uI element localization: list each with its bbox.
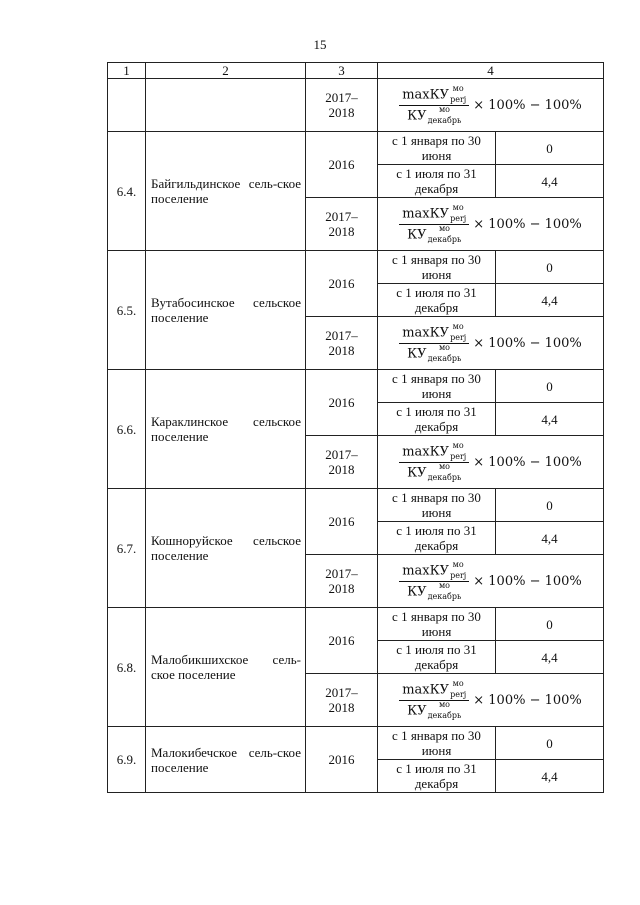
value-cell: 4,4 (496, 760, 604, 793)
formula-tail: × 100% − 100% (473, 335, 582, 351)
year-cell: 2016 (306, 727, 378, 793)
formula-denominator: КУ мо декабрь (407, 342, 462, 363)
formula-fraction (399, 202, 469, 244)
year-cell: 2017– 2018 (306, 674, 378, 727)
value-cell: 4,4 (496, 165, 604, 198)
formula-denominator: КУ мо декабрь (407, 580, 462, 601)
header-col-2: 2 (146, 63, 306, 79)
row-number: 6.8. (108, 608, 146, 727)
year-cell: 2017– 2018 (306, 79, 378, 132)
value-cell: 4,4 (496, 403, 604, 436)
settlement-name: Байгильдинское сель-ское поселение (146, 132, 306, 251)
section-row (108, 132, 604, 165)
growth-formula (399, 559, 582, 601)
period-cell: с 1 января по 30 июня (378, 370, 496, 403)
formula-tail: × 100% − 100% (473, 692, 582, 708)
header-col-3: 3 (306, 63, 378, 79)
formula-cell (378, 436, 604, 489)
year-cell: 2016 (306, 370, 378, 436)
formula-fraction (399, 83, 469, 125)
section-row (108, 608, 604, 641)
formula-denominator: КУ мо декабрь (407, 223, 462, 244)
formula-tail: × 100% − 100% (473, 454, 582, 470)
row-number: 6.9. (108, 727, 146, 793)
formula-fraction (399, 559, 469, 601)
period-cell: с 1 июля по 31 декабря (378, 641, 496, 674)
period-cell: с 1 июля по 31 декабря (378, 522, 496, 555)
section-row (108, 727, 604, 760)
period-cell: с 1 января по 30 июня (378, 132, 496, 165)
formula-tail: × 100% − 100% (473, 97, 582, 113)
formula-tail: × 100% − 100% (473, 573, 582, 589)
period-cell: с 1 июля по 31 декабря (378, 284, 496, 317)
year-cell: 2017– 2018 (306, 198, 378, 251)
formula-numerator: maxКУ мо perj (399, 563, 469, 582)
period-cell: с 1 января по 30 июня (378, 251, 496, 284)
value-cell: 0 (496, 132, 604, 165)
row-number: 6.4. (108, 132, 146, 251)
year-cell: 2016 (306, 489, 378, 555)
growth-formula (399, 440, 582, 482)
row-number: 6.6. (108, 370, 146, 489)
formula-cell (378, 198, 604, 251)
year-cell: 2017– 2018 (306, 555, 378, 608)
value-cell: 4,4 (496, 522, 604, 555)
growth-formula (399, 83, 582, 125)
section-row (108, 370, 604, 403)
year-cell: 2017– 2018 (306, 436, 378, 489)
year-cell: 2016 (306, 132, 378, 198)
row-number: 6.5. (108, 251, 146, 370)
growth-formula (399, 321, 582, 363)
settlement-name (146, 79, 306, 132)
formula-cell (378, 674, 604, 727)
formula-fraction (399, 321, 469, 363)
year-cell: 2016 (306, 251, 378, 317)
settlement-name: Вутабосинское сельское поселение (146, 251, 306, 370)
value-cell: 4,4 (496, 641, 604, 674)
tariff-table (107, 62, 604, 793)
formula-fraction (399, 440, 469, 482)
period-cell: с 1 июля по 31 декабря (378, 165, 496, 198)
settlement-name: Малобикшихское сель-ское поселение (146, 608, 306, 727)
formula-cell (378, 79, 604, 132)
year-cell: 2017– 2018 (306, 317, 378, 370)
value-cell: 0 (496, 489, 604, 522)
value-cell: 0 (496, 608, 604, 641)
growth-formula (399, 202, 582, 244)
value-cell: 0 (496, 727, 604, 760)
formula-denominator: КУ мо декабрь (407, 461, 462, 482)
formula-numerator: maxКУ мо perj (399, 444, 469, 463)
row-number (108, 79, 146, 132)
header-row (108, 63, 604, 79)
formula-cell (378, 317, 604, 370)
year-cell: 2016 (306, 608, 378, 674)
period-cell: с 1 января по 30 июня (378, 489, 496, 522)
settlement-name: Караклинское сельское поселение (146, 370, 306, 489)
settlement-name: Кошноруйское сельское поселение (146, 489, 306, 608)
header-col-4: 4 (378, 63, 604, 79)
value-cell: 4,4 (496, 284, 604, 317)
period-cell: с 1 января по 30 июня (378, 608, 496, 641)
continuation-row (108, 79, 604, 132)
section-row (108, 489, 604, 522)
header-col-1: 1 (108, 63, 146, 79)
growth-formula (399, 678, 582, 720)
value-cell: 0 (496, 370, 604, 403)
section-row (108, 251, 604, 284)
period-cell: с 1 июля по 31 декабря (378, 760, 496, 793)
settlement-name: Малокибечское сель-ское поселение (146, 727, 306, 793)
formula-tail: × 100% − 100% (473, 216, 582, 232)
formula-denominator: КУ мо декабрь (407, 699, 462, 720)
period-cell: с 1 января по 30 июня (378, 727, 496, 760)
formula-denominator: КУ мо декабрь (407, 104, 462, 125)
formula-cell (378, 555, 604, 608)
formula-numerator: maxКУ мо perj (399, 325, 469, 344)
formula-numerator: maxКУ мо perj (399, 87, 469, 106)
page-number: 15 (313, 37, 327, 52)
period-cell: с 1 июля по 31 декабря (378, 403, 496, 436)
value-cell: 0 (496, 251, 604, 284)
row-number: 6.7. (108, 489, 146, 608)
formula-numerator: maxКУ мо perj (399, 206, 469, 225)
formula-fraction (399, 678, 469, 720)
formula-numerator: maxКУ мо perj (399, 682, 469, 701)
